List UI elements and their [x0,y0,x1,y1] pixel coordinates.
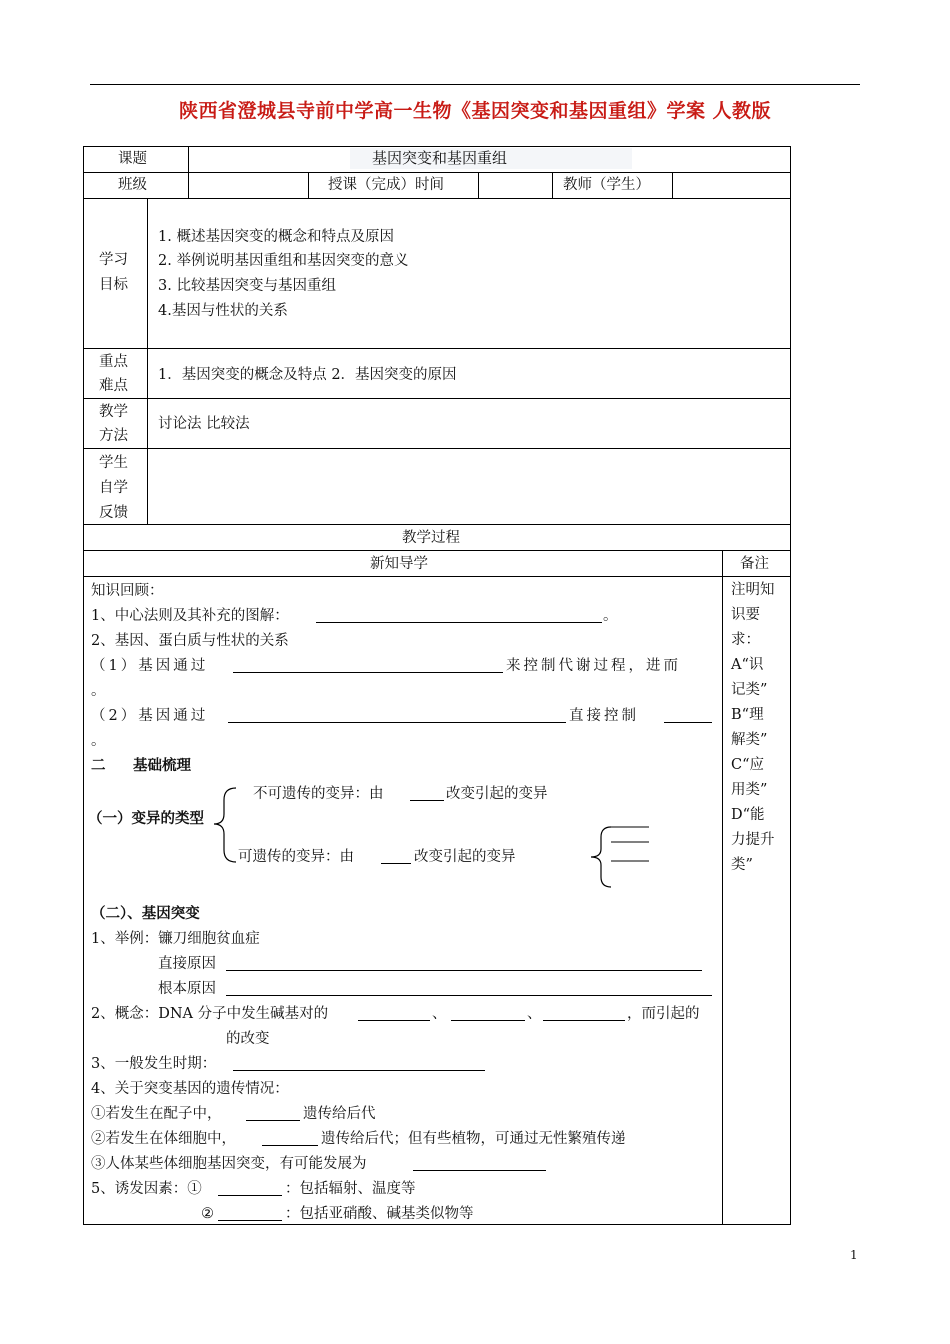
blank-line[interactable] [381,863,411,864]
note-line: B“理 [731,707,764,723]
objective-item: 1. 概述基因突变的概念和特点及原因 [158,229,394,245]
heritable-subtypes-brace [583,824,653,890]
blank-line[interactable] [233,1070,485,1071]
time-label: 授课（完成）时间 [328,177,444,193]
key-points: 1．基因突变的概念及特点 2．基因突变的原因 [158,367,457,383]
inducing-factor-1: ：包括辐射、温度等 [285,1181,416,1197]
note-line: A“识 [731,657,764,673]
note-line: C“应 [731,757,765,773]
inheritance-somatic-end: 遗传给后代；但有些植物，可通过无性繁殖传递 [321,1131,626,1147]
note-line: 解类” [731,732,768,748]
method-label-2: 方法 [99,428,128,444]
blank-line[interactable] [543,1020,625,1021]
question-1: 1、中心法则及其补充的图解： [91,608,289,624]
root-cause-label: 根本原因 [158,981,216,997]
teacher-label: 教师（学生） [563,177,650,193]
blank-line[interactable] [451,1020,525,1021]
note-line: 用类” [731,782,768,798]
note-line: 类” [731,857,753,873]
blank-line[interactable] [413,1170,546,1171]
question-2b-mid: 直接控制 [569,708,639,724]
inducing-factor-2-num: ② [201,1206,214,1222]
process-heading: 教学过程 [402,530,460,546]
blank-line[interactable] [233,672,503,673]
page-number: 1 [850,1248,858,1262]
non-heritable-text-end: 改变引起的变异 [446,786,548,802]
inducing-factor-2: ：包括亚硝酸、碱基类似物等 [285,1206,474,1222]
note-line: D“能 [731,807,765,823]
page-title: 陕西省澄城县寺前中学高一生物《基因突变和基因重组》学案 人教版 [178,100,772,122]
note-line: 力提升 [731,832,775,848]
question-2b-end: 。 [91,733,106,749]
column-main-header: 新知导学 [370,556,428,572]
key-label-2: 难点 [99,378,128,394]
question-2: 2、基因、蛋白质与性状的关系 [91,633,289,649]
question-2b-start: （2）基因通过 [91,708,209,724]
feedback-label-3: 反馈 [99,505,128,521]
blank-line[interactable] [246,1120,300,1121]
teaching-methods: 讨论法 比较法 [158,416,250,432]
concept-sep: 、 [527,1006,542,1022]
inheritance-somatic: ②若发生在体细胞中， [91,1131,236,1147]
blank-line[interactable] [358,1020,430,1021]
topic-label: 课题 [118,151,147,167]
note-line: 求： [731,632,760,648]
concept-text: 2、概念：DNA 分子中发生碱基对的 [91,1006,329,1022]
blank-line[interactable] [228,722,566,723]
variation-type-label: （一）变异的类型 [88,811,204,827]
concept-text-end: ，而引起的 [627,1006,700,1022]
note-line: 识要 [731,607,760,623]
blank-line[interactable] [218,1220,282,1221]
mutation-example: 1、举例：镰刀细胞贫血症 [91,931,260,947]
occurrence-period: 3、一般发生时期： [91,1056,217,1072]
class-label: 班级 [118,177,147,193]
section-2-number: 二 [91,758,106,774]
blank-line[interactable] [218,1195,282,1196]
blank-line[interactable] [226,970,702,971]
mutation-title: （二）、基因突变 [91,906,200,922]
question-1-end: 。 [603,608,618,624]
objective-item: 3. 比较基因突变与基因重组 [158,278,336,294]
column-note-header: 备注 [740,556,769,572]
question-2a-mid: 来控制代谢过程，进而 [506,658,681,674]
heritable-text-end: 改变引起的变异 [414,849,516,865]
section-2-title: 基础梳理 [133,758,191,774]
key-label-1: 重点 [99,354,128,370]
blank-line[interactable] [226,995,712,996]
heritable-text: 可遗传的变异：由 [238,849,354,865]
concept-text-tail: 的改变 [226,1031,270,1047]
blank-line[interactable] [262,1145,318,1146]
blank-line[interactable] [410,800,444,801]
concept-sep: 、 [432,1006,447,1022]
blank-line[interactable] [316,622,602,623]
method-label-1: 教学 [99,404,128,420]
feedback-label-2: 自学 [99,480,128,496]
inheritance-human: ③人体某些体细胞基因突变，有可能发展为 [91,1156,367,1172]
objective-item: 2. 举例说明基因重组和基因突变的意义 [158,253,409,269]
direct-cause-label: 直接原因 [158,956,216,972]
question-2a-end: 。 [91,683,106,699]
inheritance-gamete-end: 遗传给后代 [303,1106,376,1122]
blank-line[interactable] [664,722,712,723]
objective-item: 4.基因与性状的关系 [158,303,288,319]
note-line: 记类” [731,682,768,698]
inducing-factors: 5、诱发因素：① [91,1181,202,1197]
inheritance-title: 4、关于突变基因的遗传情况： [91,1081,289,1097]
objectives-label-2: 目标 [99,277,128,293]
feedback-label-1: 学生 [99,455,128,471]
review-title: 知识回顾： [91,583,164,599]
non-heritable-text: 不可遗传的变异：由 [253,786,384,802]
question-2a-start: （1）基因通过 [91,658,209,674]
header-rule [90,84,860,85]
inheritance-gamete: ①若发生在配子中， [91,1106,222,1122]
topic-value: 基因突变和基因重组 [372,149,508,167]
objectives-label-1: 学习 [99,252,128,268]
note-line: 注明知 [731,582,775,598]
